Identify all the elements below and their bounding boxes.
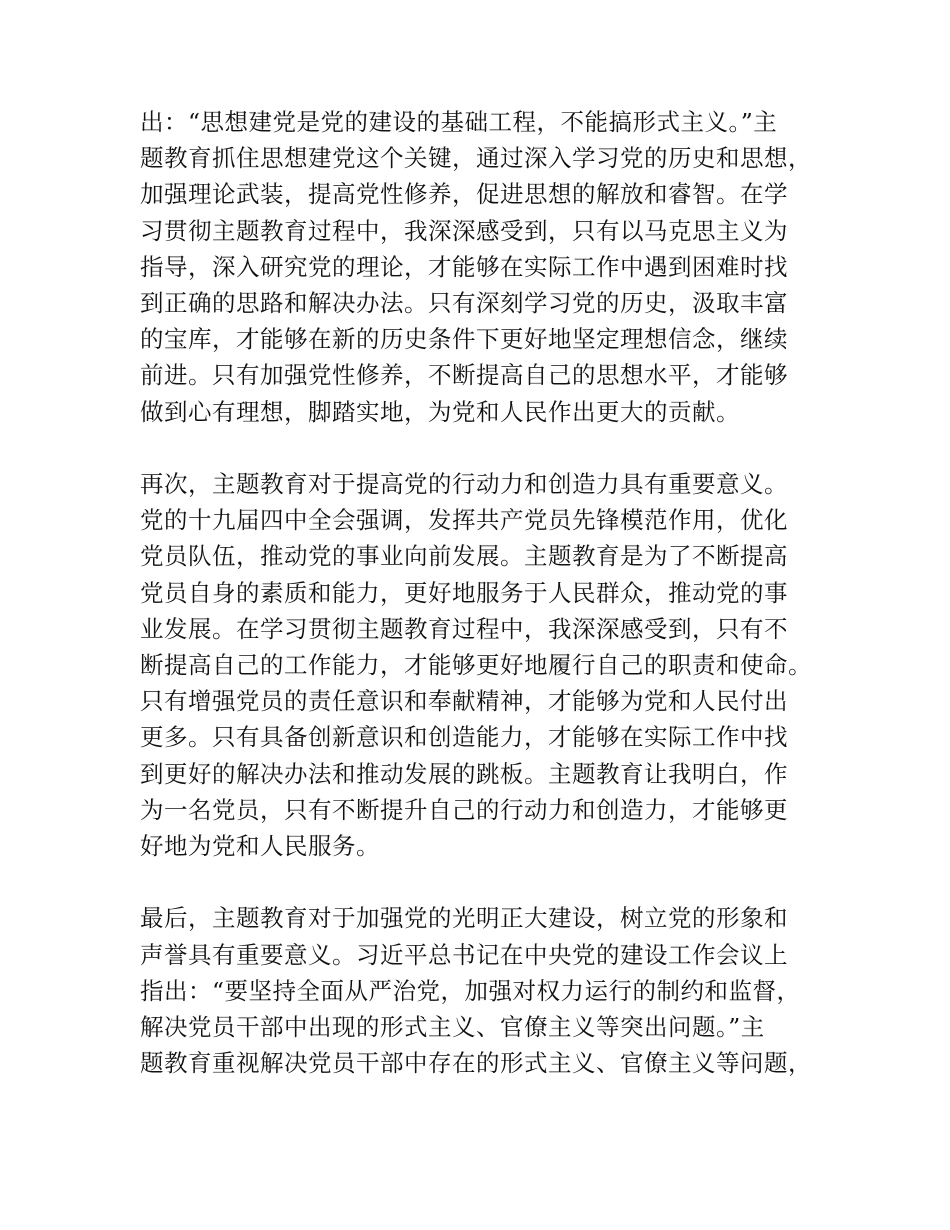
text-line: 指导，深入研究党的理论，才能够在实际工作中遇到困难时找 bbox=[140, 252, 788, 281]
text-line: 党的十九届四中全会强调，发挥共产党员先锋模范作用，优化 bbox=[140, 506, 788, 535]
text-line: 为一名党员，只有不断提升自己的行动力和创造力，才能够更 bbox=[140, 795, 788, 824]
text-line: 题教育重视解决党员干部中存在的形式主义、官僚主义等问题， bbox=[140, 1049, 812, 1078]
text-line: 习贯彻主题教育过程中，我深深感受到，只有以马克思主义为 bbox=[140, 216, 788, 245]
text-line: 业发展。在学习贯彻主题教育过程中，我深深感受到，只有不 bbox=[140, 614, 788, 643]
text-line: 的宝库，才能够在新的历史条件下更好地坚定理想信念，继续 bbox=[140, 325, 788, 354]
text-line: 到正确的思路和解决办法。只有深刻学习党的历史，汲取丰富 bbox=[140, 289, 788, 318]
paragraph-3 bbox=[140, 900, 830, 1081]
text-line: 前进。只有加强党性修养，不断提高自己的思想水平，才能够 bbox=[140, 361, 788, 390]
text-line: 声誉具有重要意义。习近平总书记在中央党的建设工作会议上 bbox=[140, 940, 788, 969]
paragraph-1 bbox=[140, 104, 830, 430]
text-line: 指出：“要坚持全面从严治党，加强对权力运行的制约和监督， bbox=[140, 976, 801, 1005]
text-line: 做到心有理想，脚踏实地，为党和人民作出更大的贡献。 bbox=[140, 397, 740, 426]
text-line: 加强理论武装，提高党性修养，促进思想的解放和睿智。在学 bbox=[140, 180, 788, 209]
text-line: 再次，主题教育对于提高党的行动力和创造力具有重要意义。 bbox=[140, 470, 788, 499]
text-line: 党员队伍，推动党的事业向前发展。主题教育是为了不断提高 bbox=[140, 542, 788, 571]
text-line: 断提高自己的工作能力，才能够更好地履行自己的职责和使命。 bbox=[140, 651, 812, 680]
text-line: 出：“思想建党是党的建设的基础工程，不能搞形式主义。”主 bbox=[140, 108, 778, 136]
paragraph-2 bbox=[140, 466, 830, 864]
text-line: 题教育抓住思想建党这个关键，通过深入学习党的历史和思想， bbox=[140, 144, 812, 173]
text-line: 最后，主题教育对于加强党的光明正大建设，树立党的形象和 bbox=[140, 904, 788, 933]
text-line: 更多。只有具备创新意识和创造能力，才能够在实际工作中找 bbox=[140, 723, 788, 752]
document-page bbox=[140, 104, 830, 1118]
text-line: 解决党员干部中出现的形式主义、官僚主义等突出问题。”主 bbox=[140, 1013, 765, 1042]
text-line: 党员自身的素质和能力，更好地服务于人民群众，推动党的事 bbox=[140, 578, 788, 607]
text-line: 到更好的解决办法和推动发展的跳板。主题教育让我明白，作 bbox=[140, 759, 788, 788]
text-line: 只有增强党员的责任意识和奉献精神，才能够为党和人民付出 bbox=[140, 687, 788, 716]
text-line: 好地为党和人民服务。 bbox=[140, 832, 380, 861]
